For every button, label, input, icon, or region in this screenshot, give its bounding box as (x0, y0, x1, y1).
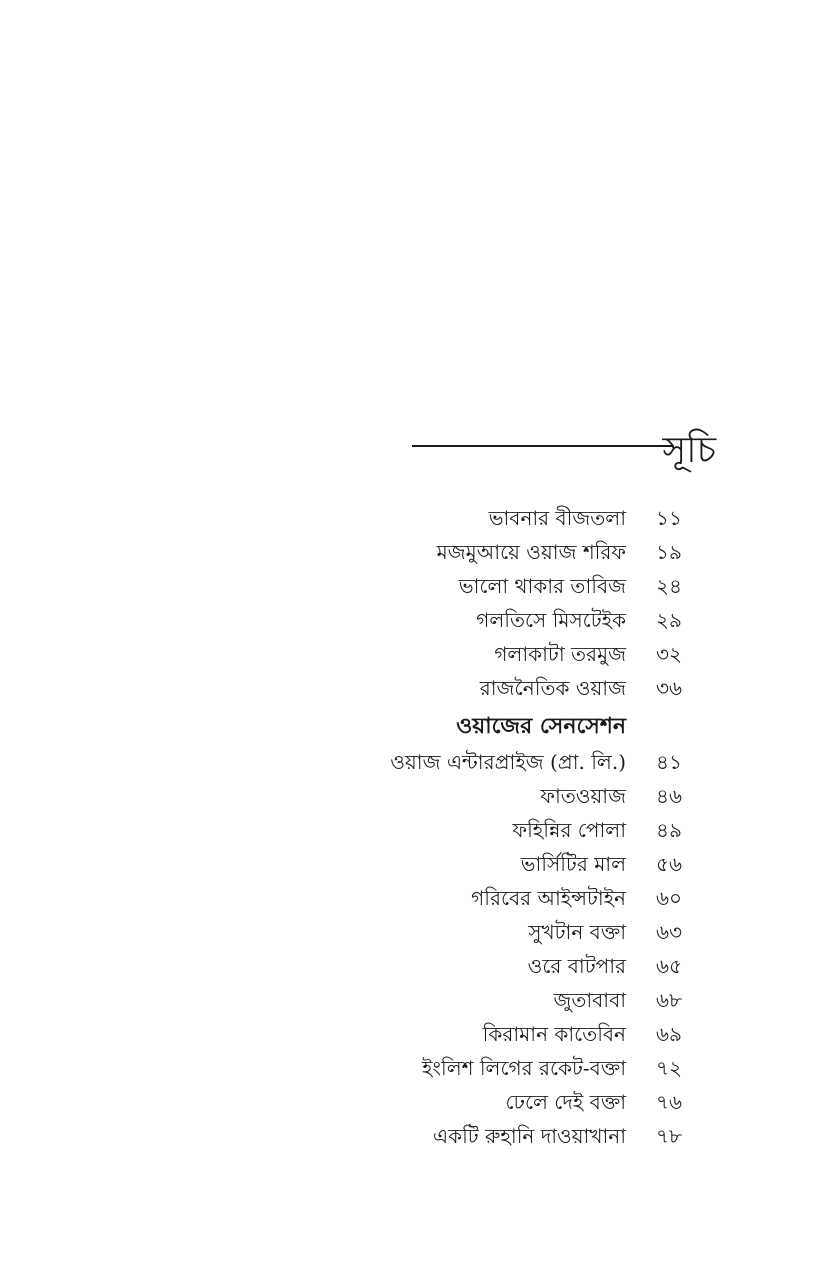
toc-entry-title: রাজনৈতিক ওয়াজ (479, 676, 626, 700)
toc-entry (300, 603, 700, 637)
toc-entry-title: মজমুআয়ে ওয়াজ শরিফ (436, 540, 626, 564)
toc-entry-page: ৩২ (655, 642, 682, 666)
toc-entry (300, 1051, 700, 1085)
toc-entry-page: ৬৩ (655, 920, 682, 944)
toc-list (300, 501, 700, 1153)
title-rule (412, 445, 674, 447)
toc-entry-title: কিরামান কাতেবিন (482, 1022, 626, 1046)
toc-entry (300, 1085, 700, 1119)
toc-entry-title: ভাবনার বীজতলা (488, 506, 626, 530)
toc-entry-page: ৬০ (655, 886, 682, 910)
toc-entry (300, 983, 700, 1017)
toc-entry (300, 813, 700, 847)
toc-entry-title: ইংলিশ লিগের রকেট-বক্তা (422, 1056, 626, 1080)
toc-entry (300, 745, 700, 779)
toc-entry-title: ওরে বাটপার (527, 954, 626, 978)
toc-entry-page: ৬৮ (656, 988, 682, 1012)
toc-entry (300, 671, 700, 705)
toc-entry-page: ১৯ (656, 540, 682, 564)
toc-entry-page: ২৯ (656, 608, 682, 632)
toc-entry-title: ফহিন্নির পোলা (512, 818, 626, 842)
toc-entry (300, 949, 700, 983)
toc-entry-page: ৬৫ (656, 954, 682, 978)
toc-entry-page: ৭৮ (656, 1124, 682, 1148)
toc-section (300, 705, 700, 745)
toc-entry-page: ৬৯ (656, 1022, 682, 1046)
toc-entry-title: ফাতওয়াজ (540, 784, 626, 808)
toc-entry (300, 779, 700, 813)
toc-entry-page: ৭৬ (655, 1090, 682, 1114)
toc-entry-title: জুতাবাবা (553, 988, 626, 1012)
section-heading: ওয়াজের সেনসেশন (456, 713, 626, 739)
toc-header (412, 428, 722, 488)
toc-entry (300, 1017, 700, 1051)
toc-entry (300, 501, 700, 535)
toc-entry (300, 847, 700, 881)
page-title: সূচি (662, 430, 716, 471)
toc-entry-title: গরিবের আইন্সটাইন (471, 886, 626, 910)
toc-entry-page: ১১ (656, 506, 682, 530)
toc-entry (300, 881, 700, 915)
toc-entry (300, 1119, 700, 1153)
toc-entry-title: গলাকাটা তরমুজ (494, 642, 626, 666)
toc-entry (300, 569, 700, 603)
toc-entry-title: সুখটান বক্তা (528, 920, 626, 944)
toc-entry-title: ওয়াজ এন্টারপ্রাইজ (প্রা. লি.) (390, 750, 626, 774)
toc-entry-page: ৪৬ (656, 784, 682, 808)
toc-entry (300, 915, 700, 949)
toc-entry-page: ৪৯ (656, 818, 682, 842)
toc-entry (300, 637, 700, 671)
toc-entry-page: ৭২ (655, 1056, 682, 1080)
toc-entry-title: ভার্সিটির মাল (520, 852, 626, 876)
toc-entry-page: ২৪ (656, 574, 682, 598)
toc-entry-title: গলতিসে মিসটেইক (476, 608, 626, 632)
toc-entry-page: ৪১ (656, 750, 682, 774)
toc-entry-title: ঢেলে দেই বক্তা (505, 1090, 626, 1114)
toc-entry-page: ৫৬ (656, 852, 682, 876)
toc-entry-title: ভালো থাকার তাবিজ (458, 574, 626, 598)
toc-entry-title: একটি রুহানি দাওয়াখানা (432, 1124, 626, 1148)
toc-entry (300, 535, 700, 569)
toc-entry-page: ৩৬ (655, 676, 682, 700)
